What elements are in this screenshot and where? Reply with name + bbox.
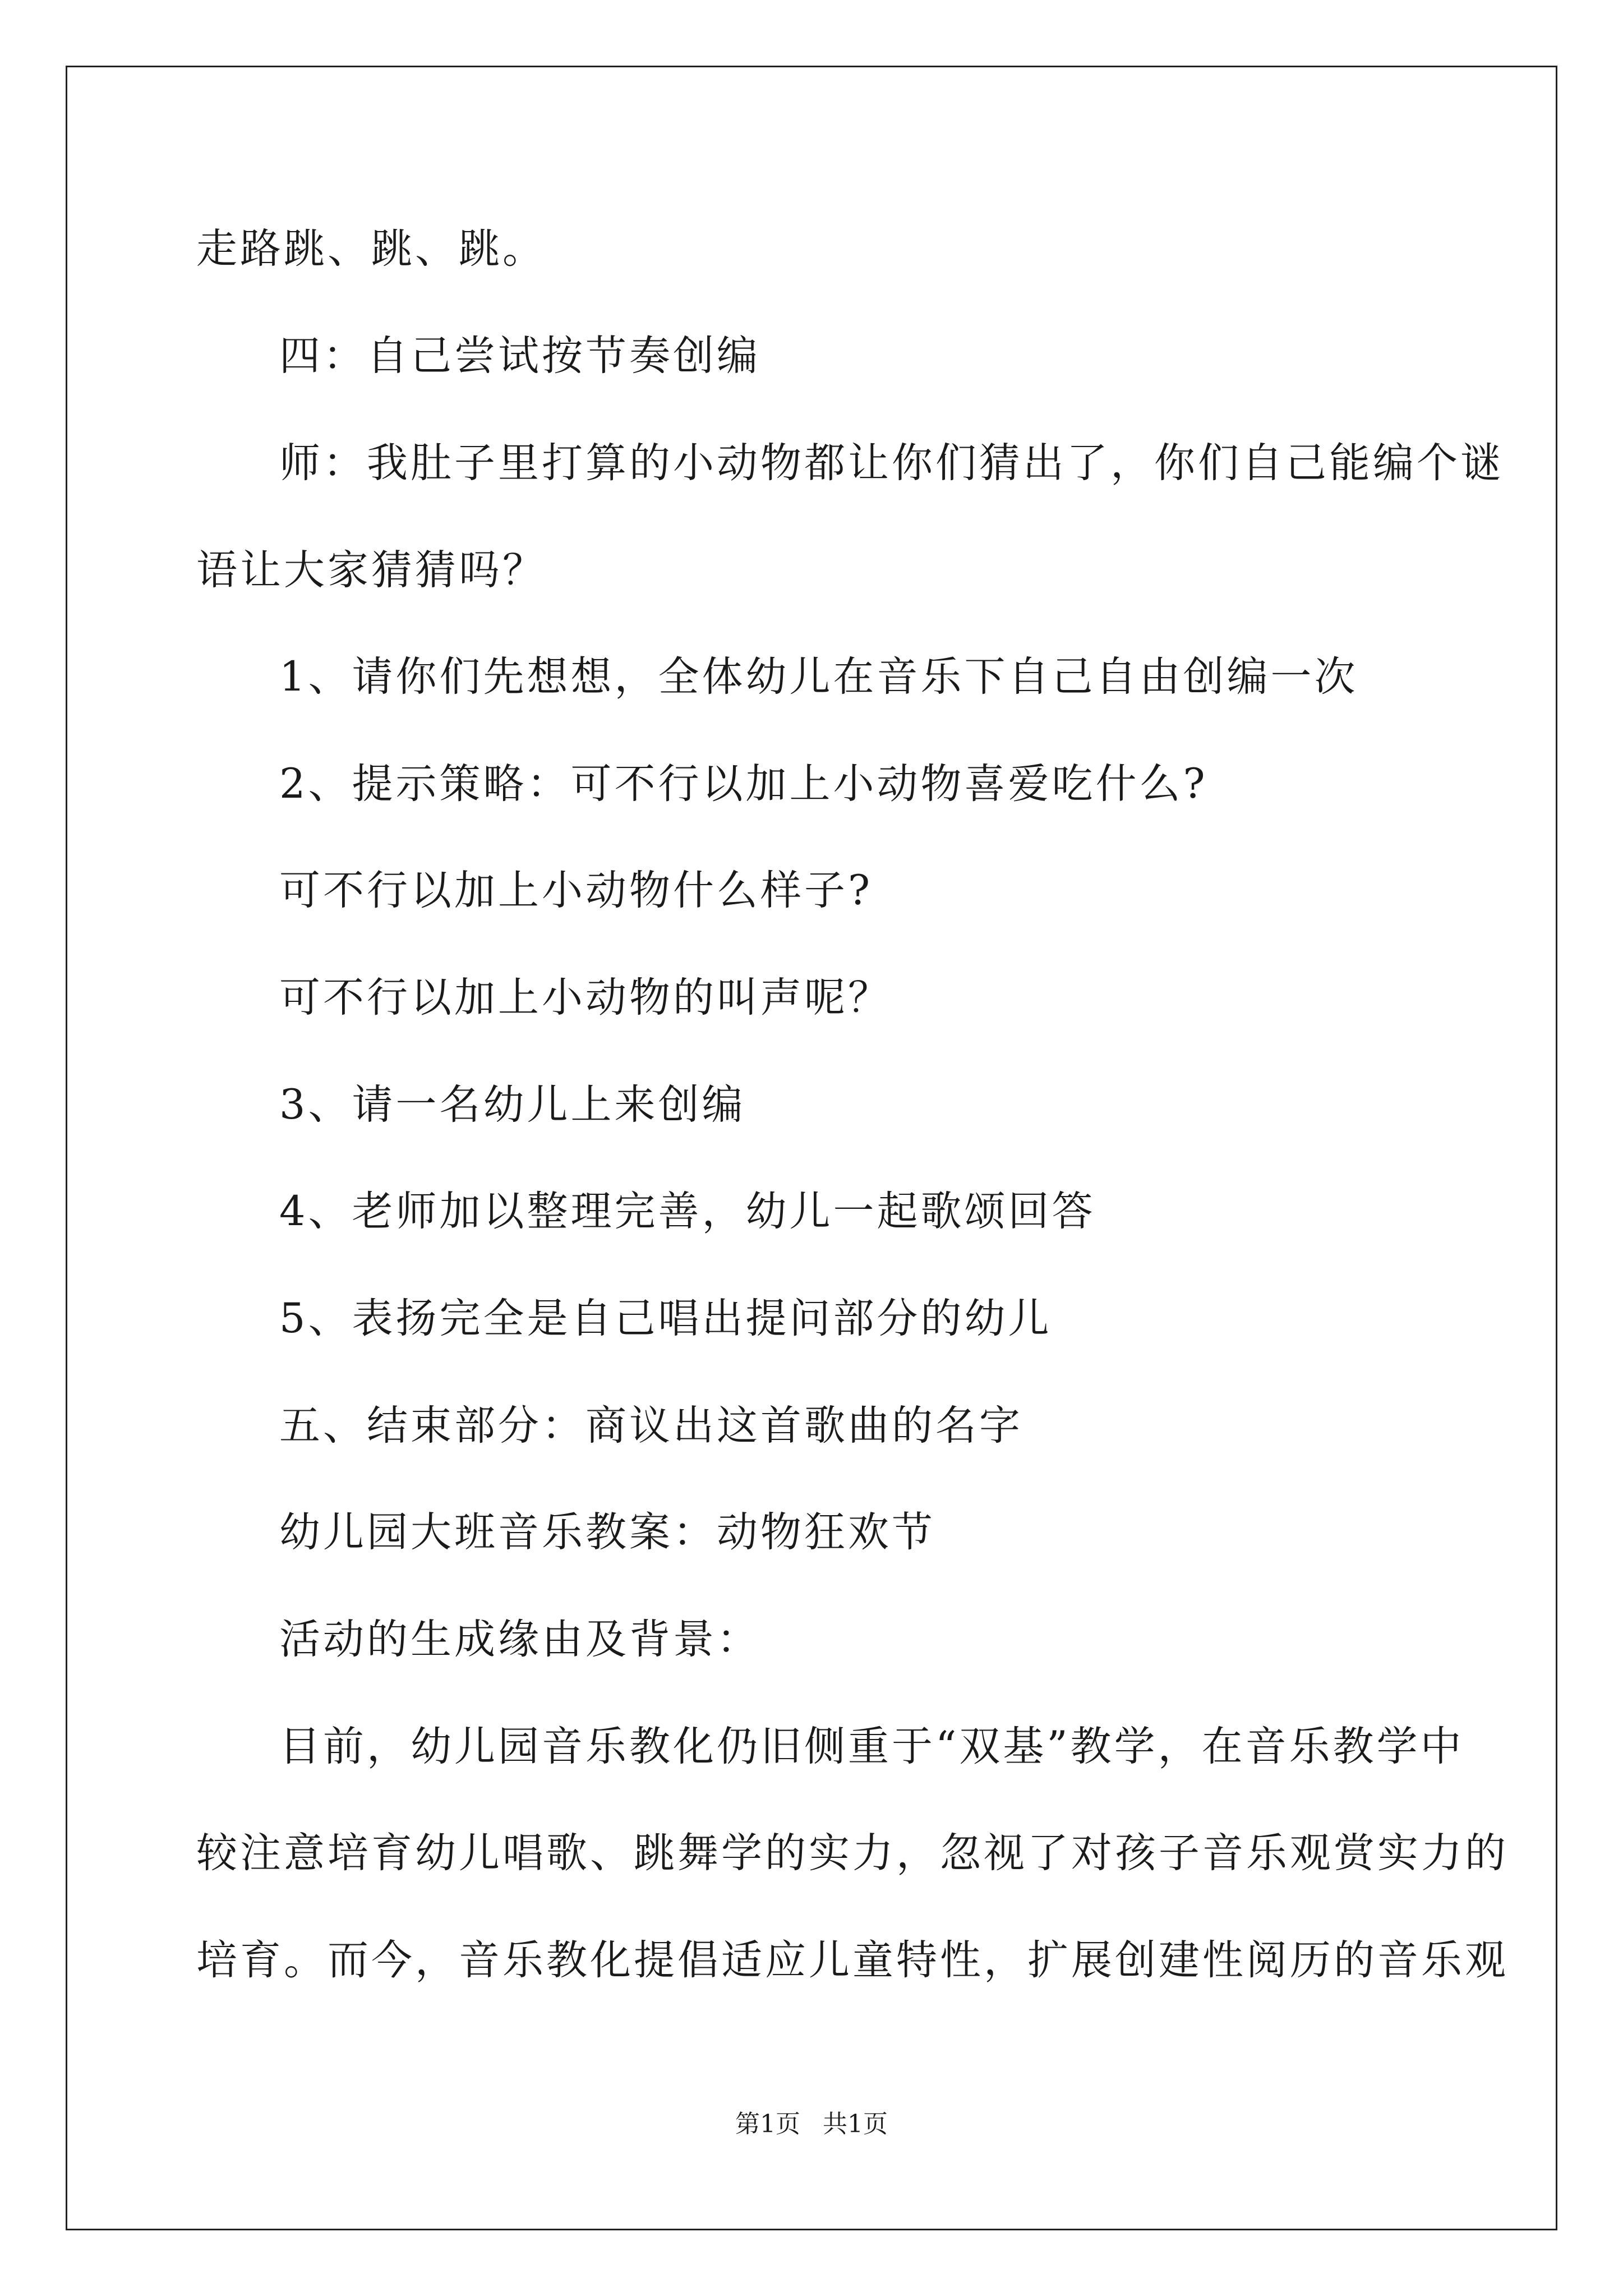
section-heading: 四：自己尝试按节奏创编: [279, 332, 760, 380]
text-line: 走路跳、跳、跳。: [196, 225, 546, 273]
document-title: 幼儿园大班音乐教案：动物狂欢节: [279, 1508, 935, 1556]
section-heading: 活动的生成缘由及背景：: [279, 1616, 760, 1663]
text-line: 培育。而今，音乐教化提倡适应儿童特性，扩展创建性阅历的音乐观: [196, 1936, 1509, 1984]
list-item: 1、请你们先想想，全体幼儿在音乐下自己自由创编一次: [279, 653, 1358, 701]
page-total: 共1页: [823, 2110, 888, 2138]
page-footer: [0, 2108, 1623, 2141]
text-line: 可不行以加上小动物什么样子?: [279, 867, 873, 914]
list-item: 2、提示策略：可不行以加上小动物喜爱吃什么?: [279, 760, 1208, 808]
list-item: 4、老师加以整理完善，幼儿一起歌颂回答: [279, 1188, 1096, 1235]
list-item: 3、请一名幼儿上来创编: [279, 1081, 746, 1129]
list-item: 5、表扬完全是自己唱出提问部分的幼儿: [279, 1295, 1052, 1342]
text-line: 较注意培育幼儿唱歌、跳舞学的实力，忽视了对孩子音乐观赏实力的: [196, 1829, 1509, 1877]
section-heading: 五、结束部分：商议出这首歌曲的名字: [279, 1402, 1023, 1450]
text-line: 语让大家猜猜吗？: [196, 546, 546, 594]
page-number: 第1页: [735, 2110, 800, 2138]
page-border: [66, 66, 1557, 2230]
text-line: 师：我肚子里打算的小动物都让你们猜出了，你们自己能编个谜: [279, 439, 1504, 487]
text-line: 可不行以加上小动物的叫声呢？: [279, 974, 892, 1022]
text-line: 目前，幼儿园音乐教化仍旧侧重于“双基”教学，在音乐教学中: [279, 1723, 1464, 1770]
